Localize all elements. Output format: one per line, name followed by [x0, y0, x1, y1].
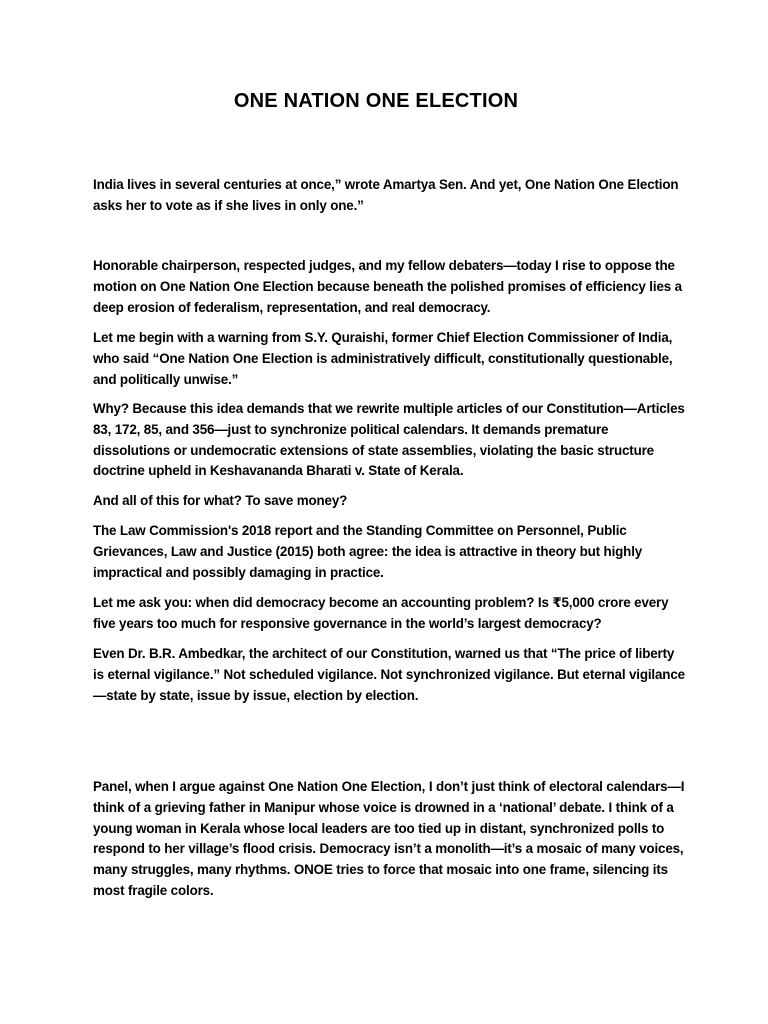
paragraph-accounting-problem: Let me ask you: when did democracy become an accounting problem? Is ₹5,000 crore every five years too much for responsive governance in the world’s largest democracy? [93, 595, 669, 631]
page-title: ONE NATION ONE ELECTION [233, 90, 519, 112]
paragraph-closing-panel: Panel, when I argue against One Nation One Election, I don’t just think of electoral calendars—I think of a grieving father in Manipur whose voice is drowned in a ‘national’ debate. I think of a young woman in Kerala whose local leaders are too tied up in distant, synchronized polls to respond to her village’s flood crisis. Democracy isn’t a monolith—it’s a mosaic of many voices, many struggles, many rhythms. ONOE tries to force that mosaic into one frame, silencing its most fragile colors. [93, 779, 685, 898]
paragraph-save-money: And all of this for what? To save money? [93, 493, 348, 508]
paragraph-constitutional-articles: Why? Because this idea demands that we rewrite multiple articles of our Constitution—Articles 83, 172, 85, and 356—just to synchronize political calendars. It demands premature dissolutions or undemocratic extensions of state assemblies, violating the basic structure doctrine upheld in Keshavananda Bharati v. State of Kerala. [93, 401, 685, 479]
paragraph-opening-quote: India lives in several centuries at once,” wrote Amartya Sen. And yet, One Nation One Election asks her to vote as if she lives in only one.” [93, 177, 679, 213]
paragraph-introduction: Honorable chairperson, respected judges, and my fellow debaters—today I rise to oppose the motion on One Nation One Election because beneath the polished promises of efficiency lies a deep erosion of federalism, representation, and real democracy. [93, 258, 682, 315]
paragraph-law-commission: The Law Commission's 2018 report and the Standing Committee on Personnel, Public Grievances, Law and Justice (2015) both agree: the idea is attractive in theory but highly impractical and possibly damaging in practice. [93, 523, 643, 580]
paragraph-ambedkar-vigilance: Even Dr. B.R. Ambedkar, the architect of our Constitution, warned us that “The price of liberty is eternal vigilance.” Not scheduled vigilance. Not synchronized vigilance. But eternal vigilance—state by state, issue by issue, election by election. [93, 646, 685, 703]
paragraph-quraishi-warning: Let me begin with a warning from S.Y. Quraishi, former Chief Election Commissioner of India, who said “One Nation One Election is administratively difficult, constitutionally questionable, and politically unwise.” [93, 330, 673, 387]
